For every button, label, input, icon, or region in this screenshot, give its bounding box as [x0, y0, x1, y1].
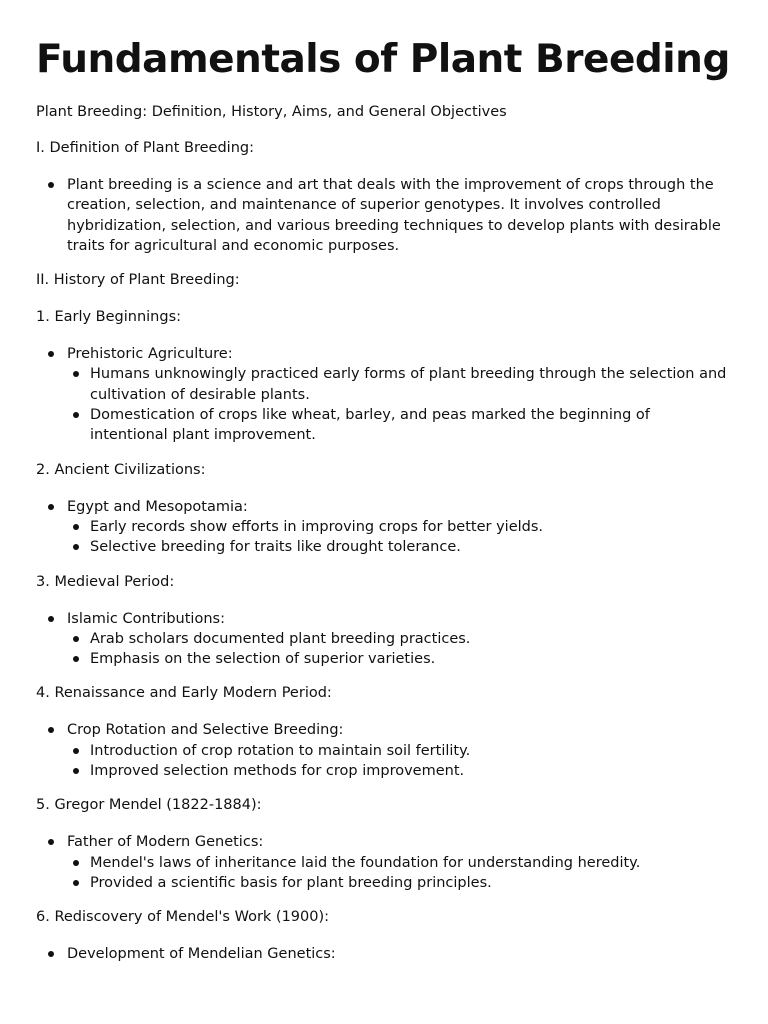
sublist — [67, 853, 732, 894]
section-heading-medieval-period: 3. Medieval Period: — [36, 573, 175, 590]
list-item — [36, 497, 732, 558]
sublist — [67, 629, 732, 670]
section-heading-gregor-mendel: 5. Gregor Mendel (1822-1884): — [36, 797, 262, 814]
list-item — [36, 720, 732, 781]
section-heading-rediscovery: 6. Rediscovery of Mendel's Work (1900): — [36, 909, 330, 926]
sublist-item: Mendel's laws of inheritance laid the foundation for understanding heredity. — [67, 853, 732, 873]
list-item — [36, 944, 732, 964]
section-list — [36, 344, 732, 445]
page-title: Fundamentals of Plant Breeding — [36, 37, 730, 82]
sublist-item: Selective breeding for traits like drought tolerance. — [67, 537, 732, 557]
section-list — [36, 609, 732, 670]
section-list — [36, 720, 732, 781]
sublist-item: Humans unknowingly practiced early forms of plant breeding through the selection and cultivation of desirable plants. — [67, 364, 732, 405]
list-item-label: Development of Mendelian Genetics: — [67, 946, 336, 963]
sublist-item: Domestication of crops like wheat, barley, and peas marked the beginning of intentional plant improvement. — [67, 405, 732, 446]
section-heading-ancient-civilizations: 2. Ancient Civilizations: — [36, 461, 206, 478]
sublist-item: Improved selection methods for crop improvement. — [67, 761, 732, 781]
sublist-item: Emphasis on the selection of superior varieties. — [67, 649, 732, 669]
list-item-label: Father of Modern Genetics: — [67, 834, 264, 851]
list-item-label: Crop Rotation and Selective Breeding: — [67, 722, 344, 739]
section-list — [36, 944, 732, 964]
definition-list — [36, 175, 732, 256]
definition-heading: I. Definition of Plant Breeding: — [36, 140, 254, 156]
sublist-item: Early records show efforts in improving crops for better yields. — [67, 517, 732, 537]
history-heading: II. History of Plant Breeding: — [36, 272, 240, 289]
list-item — [36, 609, 732, 670]
section-heading-renaissance: 4. Renaissance and Early Modern Period: — [36, 685, 332, 702]
sublist-item: Provided a scientific basis for plant breeding principles. — [67, 873, 732, 893]
section-list — [36, 497, 732, 558]
section-heading-early-beginnings: 1. Early Beginnings: — [36, 309, 182, 326]
list-item-label: Prehistoric Agriculture: — [67, 346, 233, 363]
list-item — [36, 344, 732, 445]
list-item-label: Islamic Contributions: — [67, 610, 225, 627]
sublist-item: Introduction of crop rotation to maintain soil fertility. — [67, 741, 732, 761]
definition-text: Plant breeding is a science and art that deals with the improvement of crops through the creation, selection, and maintenance of superior genotypes. It involves controlled hybridization, selection, and various breeding techniques to develop plants with desirable traits for agricultural and economic purposes. — [36, 175, 732, 256]
sublist — [67, 517, 732, 558]
list-item — [36, 832, 732, 893]
sublist-item: Arab scholars documented plant breeding practices. — [67, 629, 732, 649]
document-subtitle: Plant Breeding: Definition, History, Aims, and General Objectives — [36, 104, 507, 120]
section-list — [36, 832, 732, 893]
sublist — [67, 364, 732, 445]
sublist — [67, 741, 732, 782]
list-item-label: Egypt and Mesopotamia: — [67, 498, 248, 515]
